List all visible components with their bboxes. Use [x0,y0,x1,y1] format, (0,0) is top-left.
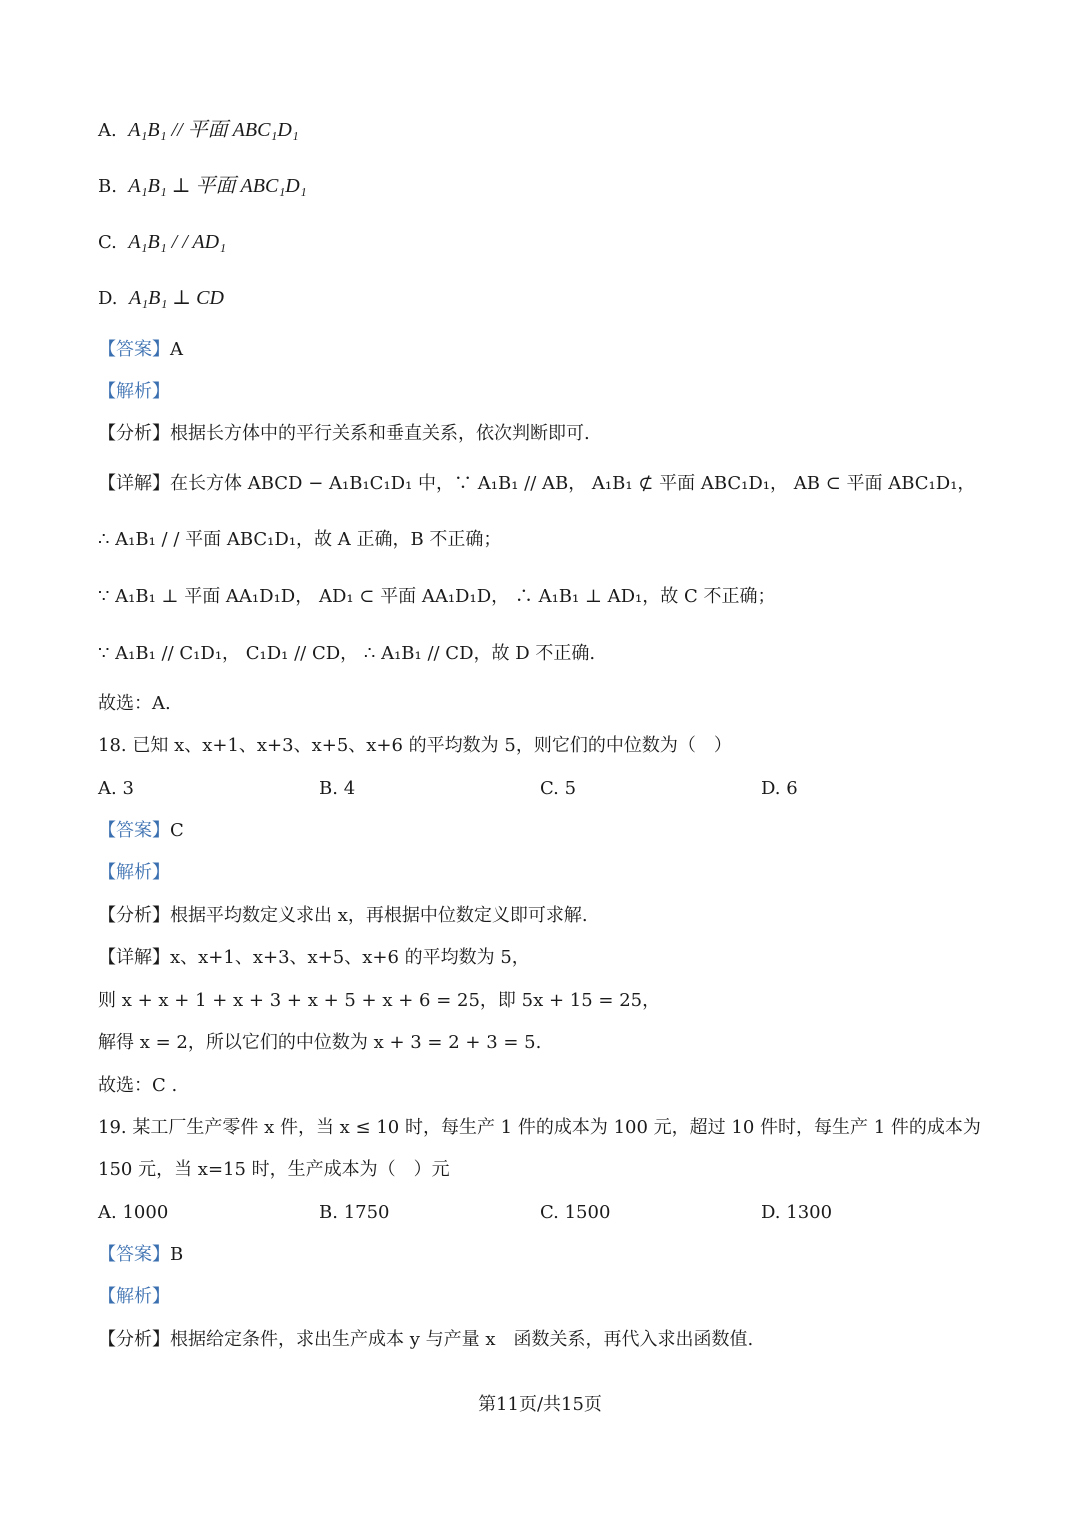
q18-detail-line-1: 【详解】x、x+1、x+3、x+5、x+6 的平均数为 5， [98,947,530,968]
q18-answer: 【答案】C [98,820,184,841]
q19-option-d: D. 1300 [761,1202,833,1223]
page-footer: 第11页/共15页 [478,1394,602,1415]
q17-detail-line-1: 【详解】在长方体 ABCD − A₁B₁C₁D₁ 中，∵ A₁B₁ // AB， A₁B₁ ⊄ 平面 ABC₁D₁， AB ⊂ 平面 ABC₁D₁， [98,473,976,494]
q17-detail-line-3: ∵ A₁B₁ ⊥ 平面 AA₁D₁D， AD₁ ⊂ 平面 AA₁D₁D， ∴ A₁B₁ ⊥ AD₁，故 C 不正确； [98,586,776,607]
q17-detail-line-2: ∴ A₁B₁ / / 平面 ABC₁D₁，故 A 正确，B 不正确； [98,529,502,550]
q19-analysis: 【分析】根据给定条件，求出生产成本 y 与产量 x 函数关系，再代入求出函数值. [98,1329,754,1350]
q18-option-b: B. 4 [319,778,356,799]
q17-option-b: B. A₁B₁ ⊥ 平面 ABC₁D₁ [98,175,307,197]
q17-jiexi-tag: 【解析】 [98,381,170,402]
q17-analysis: 【分析】根据长方体中的平行关系和垂直关系，依次判断即可. [98,423,590,444]
q18-stem: 18. 已知 x、x+1、x+3、x+5、x+6 的平均数为 5，则它们的中位数为（ ） [98,735,732,756]
q18-analysis: 【分析】根据平均数定义求出 x，再根据中位数定义即可求解. [98,905,588,926]
q19-stem-line-2: 150 元，当 x=15 时，生产成本为（ ）元 [98,1159,450,1180]
q19-answer: 【答案】B [98,1244,184,1265]
q17-conclusion: 故选：A. [98,693,171,714]
q17-option-a: A. A₁B₁ // 平面 ABC₁D₁ [98,119,299,141]
q18-conclusion: 故选：C . [98,1075,178,1096]
q19-jiexi-tag: 【解析】 [98,1286,170,1307]
q18-option-c: C. 5 [540,778,577,799]
q18-option-a: A. 3 [98,778,134,799]
q19-stem-line-1: 19. 某工厂生产零件 x 件，当 x ≤ 10 时，每生产 1 件的成本为 100 元，超过 10 件时，每生产 1 件的成本为 [98,1117,981,1138]
q17-answer: 【答案】A [98,339,183,360]
q17-detail-line-4: ∵ A₁B₁ // C₁D₁， C₁D₁ // CD， ∴ A₁B₁ // CD，故 D 不正确. [98,643,596,664]
q19-option-a: A. 1000 [98,1202,169,1223]
q18-detail-line-3: 解得 x = 2，所以它们的中位数为 x + 3 = 2 + 3 = 5. [98,1032,542,1053]
q18-option-d: D. 6 [761,778,798,799]
q19-option-b: B. 1750 [319,1202,390,1223]
q17-option-d: D. A₁B₁ ⊥ CD [98,287,224,309]
q18-jiexi-tag: 【解析】 [98,862,170,883]
q17-option-c: C. A₁B₁ / / AD₁ [98,231,227,253]
q19-option-c: C. 1500 [540,1202,611,1223]
q18-detail-line-2: 则 x + x + 1 + x + 3 + x + 5 + x + 6 = 25，即 5x + 15 = 25， [98,990,661,1011]
